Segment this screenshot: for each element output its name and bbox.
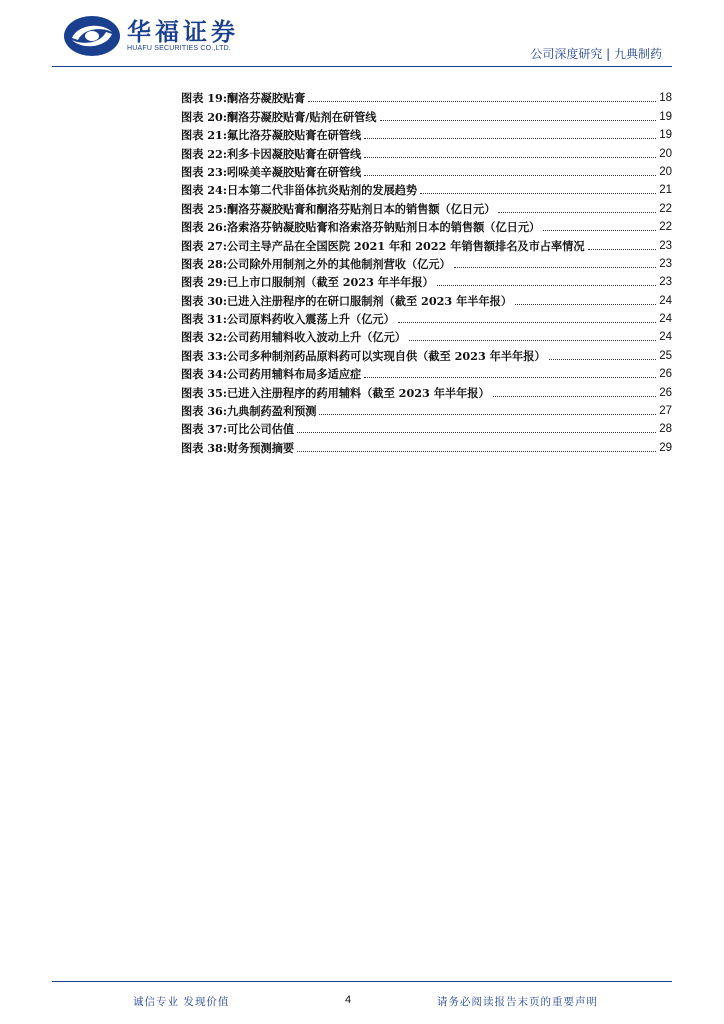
- toc-entry-page: 22: [659, 221, 672, 234]
- toc-dot-leader: [364, 129, 656, 139]
- toc-entry-label: 图表 35:: [181, 385, 227, 400]
- toc-dot-leader: [398, 313, 656, 323]
- toc-entry-title: 九典制药盈利预测: [226, 404, 317, 419]
- toc-entry-page: 23: [659, 276, 672, 289]
- toc-entry-label: 图表 34:: [181, 367, 227, 382]
- toc-entry-title: 公司药用辅料布局多适应症: [226, 367, 362, 382]
- table-of-figures: [181, 87, 672, 455]
- toc-entry-page: 24: [659, 331, 672, 344]
- report-type-label: 公司深度研究 | 九典制药: [530, 47, 662, 61]
- toc-entry-title: 可比公司估值: [226, 422, 295, 437]
- toc-dot-leader: [437, 276, 656, 286]
- toc-entry-page: 22: [659, 202, 672, 215]
- toc-dot-leader: [364, 148, 656, 158]
- toc-entry[interactable]: [181, 179, 672, 197]
- footer-disclaimer: 请务必阅读报告末页的重要声明: [437, 996, 598, 1008]
- toc-dot-leader: [297, 442, 656, 452]
- toc-entry-label: 图表 29:: [181, 275, 227, 290]
- brand-name-cn: 华福证券: [127, 18, 239, 46]
- toc-entry[interactable]: [181, 124, 672, 142]
- toc-entry[interactable]: [181, 197, 672, 215]
- toc-dot-leader: [319, 405, 656, 415]
- toc-entry-label: 图表 28:: [181, 256, 227, 271]
- toc-entry[interactable]: [181, 142, 672, 160]
- toc-entry-title: 氟比洛芬凝胶贴膏在研管线: [226, 128, 362, 143]
- toc-entry-label: 图表 25:: [181, 201, 227, 216]
- toc-dot-leader: [420, 184, 656, 194]
- toc-entry-page: 26: [659, 386, 672, 399]
- header-divider: [52, 66, 672, 67]
- toc-entry-label: 图表 33:: [181, 348, 227, 363]
- toc-entry-label: 图表 30:: [181, 293, 227, 308]
- toc-entry-page: 19: [659, 110, 672, 123]
- toc-entry-title: 利多卡因凝胶贴膏在研管线: [226, 146, 362, 161]
- toc-dot-leader: [515, 295, 656, 305]
- huafu-logo-icon: [62, 14, 122, 58]
- toc-entry-label: 图表 20:: [181, 109, 227, 124]
- toc-entry[interactable]: [181, 289, 672, 307]
- page-number: 4: [344, 994, 352, 1006]
- toc-entry-title: 公司原料药收入震荡上升（亿元）: [226, 312, 395, 327]
- toc-entry-page: 24: [659, 313, 672, 326]
- toc-dot-leader: [409, 331, 656, 341]
- footer-slogan: 诚信专业 发现价值: [133, 996, 230, 1008]
- toc-entry-label: 图表 36:: [181, 404, 227, 419]
- toc-dot-leader: [549, 350, 657, 360]
- toc-entry[interactable]: [181, 308, 672, 326]
- toc-entry[interactable]: [181, 216, 672, 234]
- toc-entry[interactable]: [181, 234, 672, 252]
- toc-entry-title: 公司药用辅料收入波动上升（亿元）: [226, 330, 406, 345]
- toc-entry-label: 图表 37:: [181, 422, 227, 437]
- toc-entry[interactable]: [181, 381, 672, 399]
- toc-entry-title: 酮洛芬凝胶贴膏和酮洛芬贴剂日本的销售额（亿日元）: [226, 201, 496, 216]
- toc-entry[interactable]: [181, 253, 672, 271]
- toc-entry-page: 25: [659, 349, 672, 362]
- toc-entry[interactable]: [181, 418, 672, 436]
- toc-entry-label: 图表 19:: [181, 91, 227, 106]
- toc-entry-title: 洛索洛芬钠凝胶贴膏和洛索洛芬钠贴剂日本的销售额（亿日元）: [226, 220, 541, 235]
- toc-entry-page: 24: [659, 294, 672, 307]
- toc-entry[interactable]: [181, 400, 672, 418]
- toc-entry[interactable]: [181, 326, 672, 344]
- toc-entry-title: 酮洛芬凝胶贴膏/贴剂在研管线: [226, 109, 377, 124]
- toc-entry-label: 图表 26:: [181, 220, 227, 235]
- toc-entry-title: 酮洛芬凝胶贴膏: [226, 91, 306, 106]
- toc-entry[interactable]: [181, 363, 672, 381]
- toc-entry-title: 日本第二代非甾体抗炎贴剂的发展趋势: [226, 183, 418, 198]
- toc-dot-leader: [364, 166, 656, 176]
- toc-entry-title: 已进入注册程序的药用辅料（截至 2023 年半年报）: [226, 385, 490, 400]
- toc-entry-page: 29: [659, 441, 672, 454]
- toc-dot-leader: [454, 258, 656, 268]
- toc-entry-page: 28: [659, 423, 672, 436]
- toc-dot-leader: [493, 387, 657, 397]
- toc-entry-page: 21: [659, 184, 672, 197]
- toc-entry-label: 图表 22:: [181, 146, 227, 161]
- toc-dot-leader: [543, 221, 656, 231]
- toc-entry-title: 公司主导产品在全国医院 2021 年和 2022 年销售额排名及市占率情况: [226, 238, 585, 253]
- toc-dot-leader: [588, 240, 657, 250]
- toc-entry-title: 公司除外用制剂之外的其他制剂营收（亿元）: [226, 256, 451, 271]
- toc-entry-label: 图表 38:: [181, 440, 227, 455]
- toc-entry[interactable]: [181, 161, 672, 179]
- toc-entry-page: 27: [659, 405, 672, 418]
- toc-entry-page: 23: [659, 239, 672, 252]
- toc-entry-page: 26: [659, 368, 672, 381]
- toc-entry-label: 图表 23:: [181, 164, 227, 179]
- footer-divider: [52, 981, 672, 982]
- toc-entry-title: 财务预测摘要: [226, 440, 295, 455]
- toc-entry-page: 23: [659, 257, 672, 270]
- toc-entry-title: 已上市口服制剂（截至 2023 年半年报）: [226, 275, 434, 290]
- page-header: [0, 0, 724, 70]
- toc-entry-page: 20: [659, 147, 672, 160]
- toc-entry-title: 已进入注册程序的在研口服制剂（截至 2023 年半年报）: [226, 293, 513, 308]
- toc-dot-leader: [498, 203, 656, 213]
- toc-entry-page: 20: [659, 165, 672, 178]
- toc-entry[interactable]: [181, 87, 672, 105]
- toc-entry-label: 图表 31:: [181, 312, 227, 327]
- brand-name-en: HUAFU SECURITIES CO.,LTD.: [127, 45, 232, 52]
- toc-entry-label: 图表 21:: [181, 128, 227, 143]
- toc-entry[interactable]: [181, 436, 672, 454]
- toc-entry[interactable]: [181, 344, 672, 362]
- toc-entry-label: 图表 24:: [181, 183, 227, 198]
- toc-entry-page: 18: [659, 92, 672, 105]
- toc-entry-label: 图表 27:: [181, 238, 227, 253]
- toc-entry[interactable]: [181, 271, 672, 289]
- toc-entry-title: 吲哚美辛凝胶贴膏在研管线: [226, 164, 362, 179]
- toc-entry-label: 图表 32:: [181, 330, 227, 345]
- toc-entry-title: 公司多种制剂药品原料药可以实现自供（截至 2023 年半年报）: [226, 348, 546, 363]
- toc-dot-leader: [308, 92, 656, 102]
- toc-entry-page: 19: [659, 129, 672, 142]
- toc-dot-leader: [297, 423, 656, 433]
- toc-dot-leader: [364, 368, 656, 378]
- toc-dot-leader: [380, 111, 657, 121]
- toc-entry[interactable]: [181, 105, 672, 123]
